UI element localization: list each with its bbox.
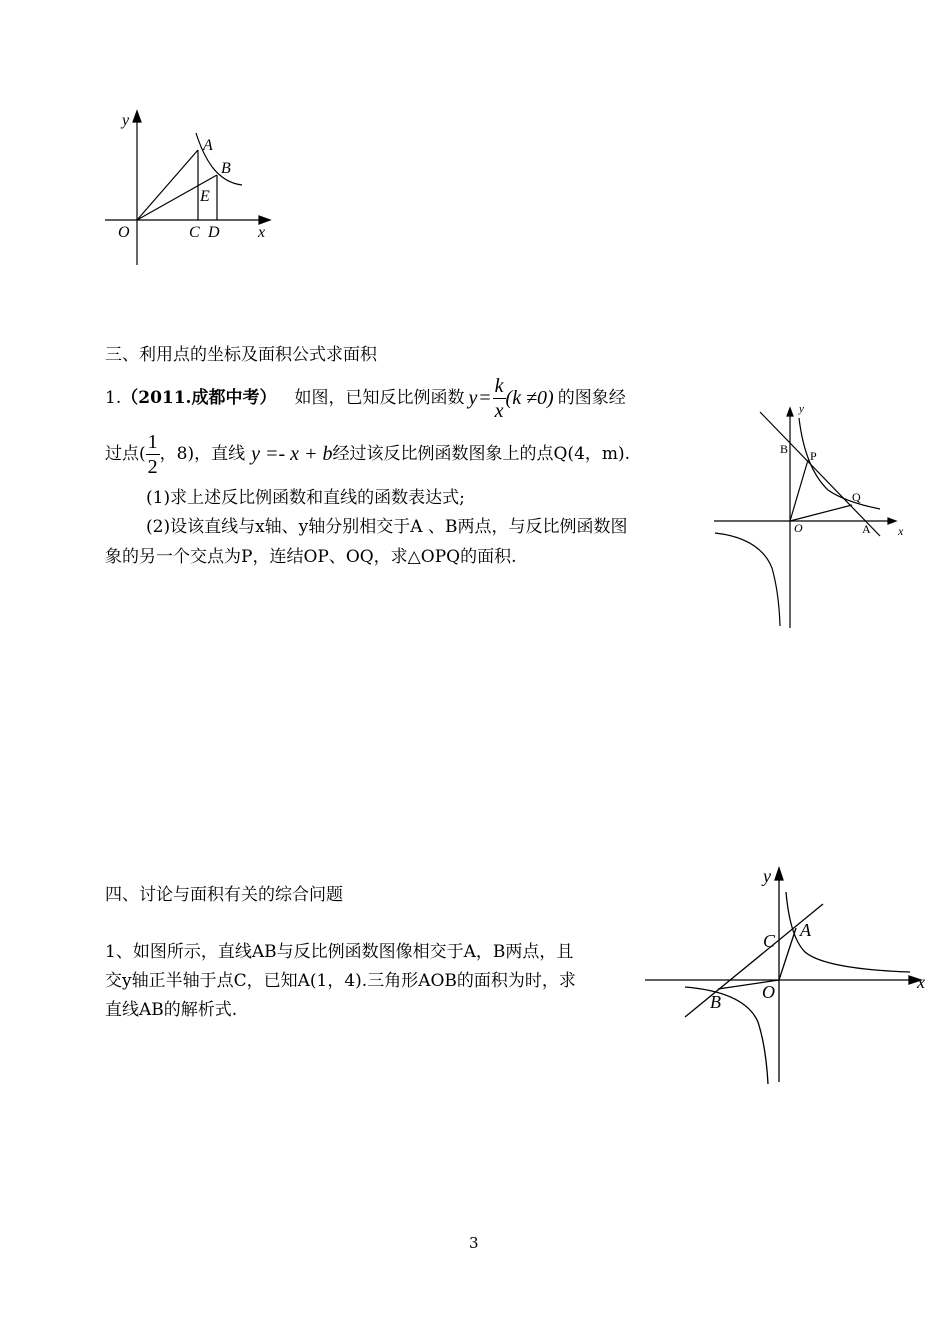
label-x: x [258, 224, 266, 241]
label-A: A [800, 920, 811, 940]
line-AB [760, 412, 880, 536]
label-O: O [118, 224, 130, 241]
label-O: O [762, 982, 775, 1002]
hyperbola-branch-1 [799, 418, 880, 509]
label-y: y [763, 866, 771, 886]
line2-mid: ，8)，直线 [159, 444, 246, 464]
point-denominator: 2 [147, 455, 158, 478]
problem-stem-part-2: 的图象经 [557, 388, 626, 408]
segment-OA [779, 928, 796, 980]
page-number: 3 [469, 1234, 479, 1252]
line2-prefix: 过点( [105, 444, 146, 464]
segment-OA [137, 150, 198, 220]
formula-equals: = [479, 387, 491, 409]
problem-1-line-2 [105, 429, 630, 479]
hyperbola-branch-2 [685, 987, 768, 1084]
fraction-one-half [146, 430, 160, 479]
label-C: C [763, 931, 776, 951]
line2-suffix: 经过该反比例函数图象上的点Q(4，m). [332, 444, 631, 464]
section-4-line-2: 交y轴正半轴于点C，已知A(1，4).三角形AOB的面积为时，求 [105, 971, 576, 991]
problem-source: （2011.成都中考） [121, 388, 277, 408]
formula-y: y [468, 387, 478, 409]
figure-3 [640, 862, 935, 1092]
section-3-heading: 三、利用点的坐标及面积公式求面积 [105, 345, 377, 365]
point-numerator: 1 [147, 430, 158, 453]
label-x: x [917, 972, 925, 992]
y-axis-arrow [133, 111, 141, 122]
label-y: y [799, 403, 804, 415]
label-C: C [189, 224, 200, 241]
label-Q: Q [852, 490, 861, 504]
question-2-line-2: 象的另一个交点为P，连结OP、OQ，求△OPQ的面积. [105, 547, 517, 567]
y-axis-arrow [787, 408, 793, 416]
label-y: y [122, 112, 130, 129]
fraction-denominator: x [494, 399, 504, 422]
figure-1 [100, 105, 285, 275]
formula-condition: (k ≠0) [505, 387, 554, 409]
label-x: x [898, 524, 904, 538]
figure-2 [700, 398, 920, 633]
label-O: O [794, 521, 803, 535]
line-equation: y =- x + b [251, 443, 333, 465]
y-axis-arrow [775, 868, 783, 880]
label-B: B [780, 442, 789, 456]
section-4-line-1: 1、如图所示，直线AB与反比例函数图像相交于A，B两点，且 [105, 942, 574, 962]
label-B: B [221, 160, 231, 177]
fraction-k-over-x [493, 374, 506, 423]
segment-OQ [790, 505, 852, 521]
section-4-line-3: 直线AB的解析式. [105, 1000, 238, 1020]
x-axis-arrow [259, 216, 270, 224]
problem-stem-part-1: 如图，已知反比例函数 [294, 388, 465, 408]
label-A: A [862, 522, 871, 536]
section-4-heading: 四、讨论与面积有关的综合问题 [105, 885, 343, 905]
label-E: E [200, 188, 210, 205]
label-B: B [710, 992, 721, 1012]
label-P: P [810, 449, 817, 463]
fraction-numerator: k [494, 374, 504, 397]
label-D: D [208, 224, 220, 241]
question-1: (1)求上述反比例函数和直线的函数表达式; [146, 488, 465, 508]
label-A: A [203, 137, 213, 154]
x-axis-arrow [888, 518, 896, 524]
hyperbola-branch-2 [715, 533, 780, 626]
problem-1-line-1 [105, 373, 626, 423]
segment-OP [790, 460, 808, 521]
question-2-line-1: (2)设该直线与x轴、y轴分别相交于A 、B两点，与反比例函数图 [146, 517, 628, 537]
problem-number: 1. [105, 388, 122, 408]
